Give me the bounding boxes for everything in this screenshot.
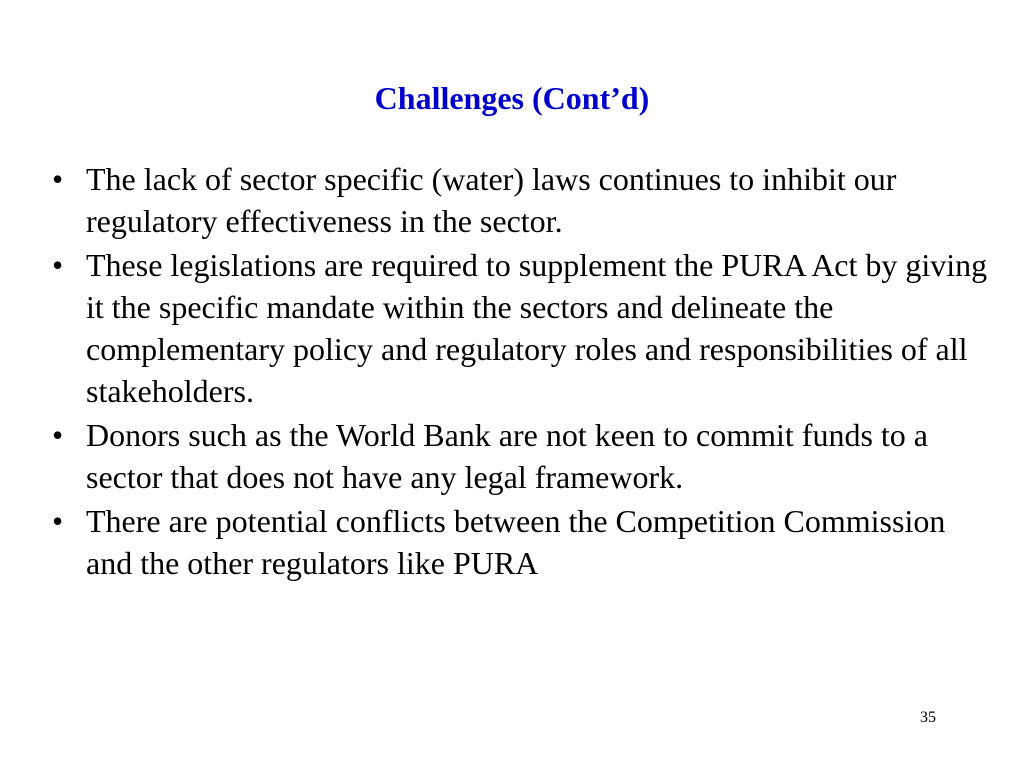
bullet-dot-icon: • [52, 417, 64, 453]
bullet-text: These legislations are required to supplement the PURA Act by giving it the specific mandate within the sectors and delineate the complementary policy and regulatory roles and responsibilities of all stakeholders. [86, 247, 988, 409]
bullet-dot-icon: • [52, 503, 64, 539]
bullet-dot-icon: • [52, 247, 64, 283]
bullet-item [48, 244, 988, 412]
bullet-item [48, 158, 988, 242]
bullet-text: Donors such as the World Bank are not keen to commit funds to a sector that does not have any legal framework. [86, 417, 928, 495]
bullet-text: There are potential conflicts between the Competition Commission and the other regulators like PURA [86, 503, 946, 581]
slide-title: Challenges (Cont’d) [374, 80, 650, 116]
bullet-text: The lack of sector specific (water) laws continues to inhibit our regulatory effectiveness in the sector. [86, 161, 897, 239]
bullet-item [48, 414, 988, 498]
slide-number: 35 [920, 709, 936, 726]
bullet-dot-icon: • [52, 161, 64, 197]
bullet-list [48, 158, 988, 586]
bullet-item [48, 500, 988, 584]
